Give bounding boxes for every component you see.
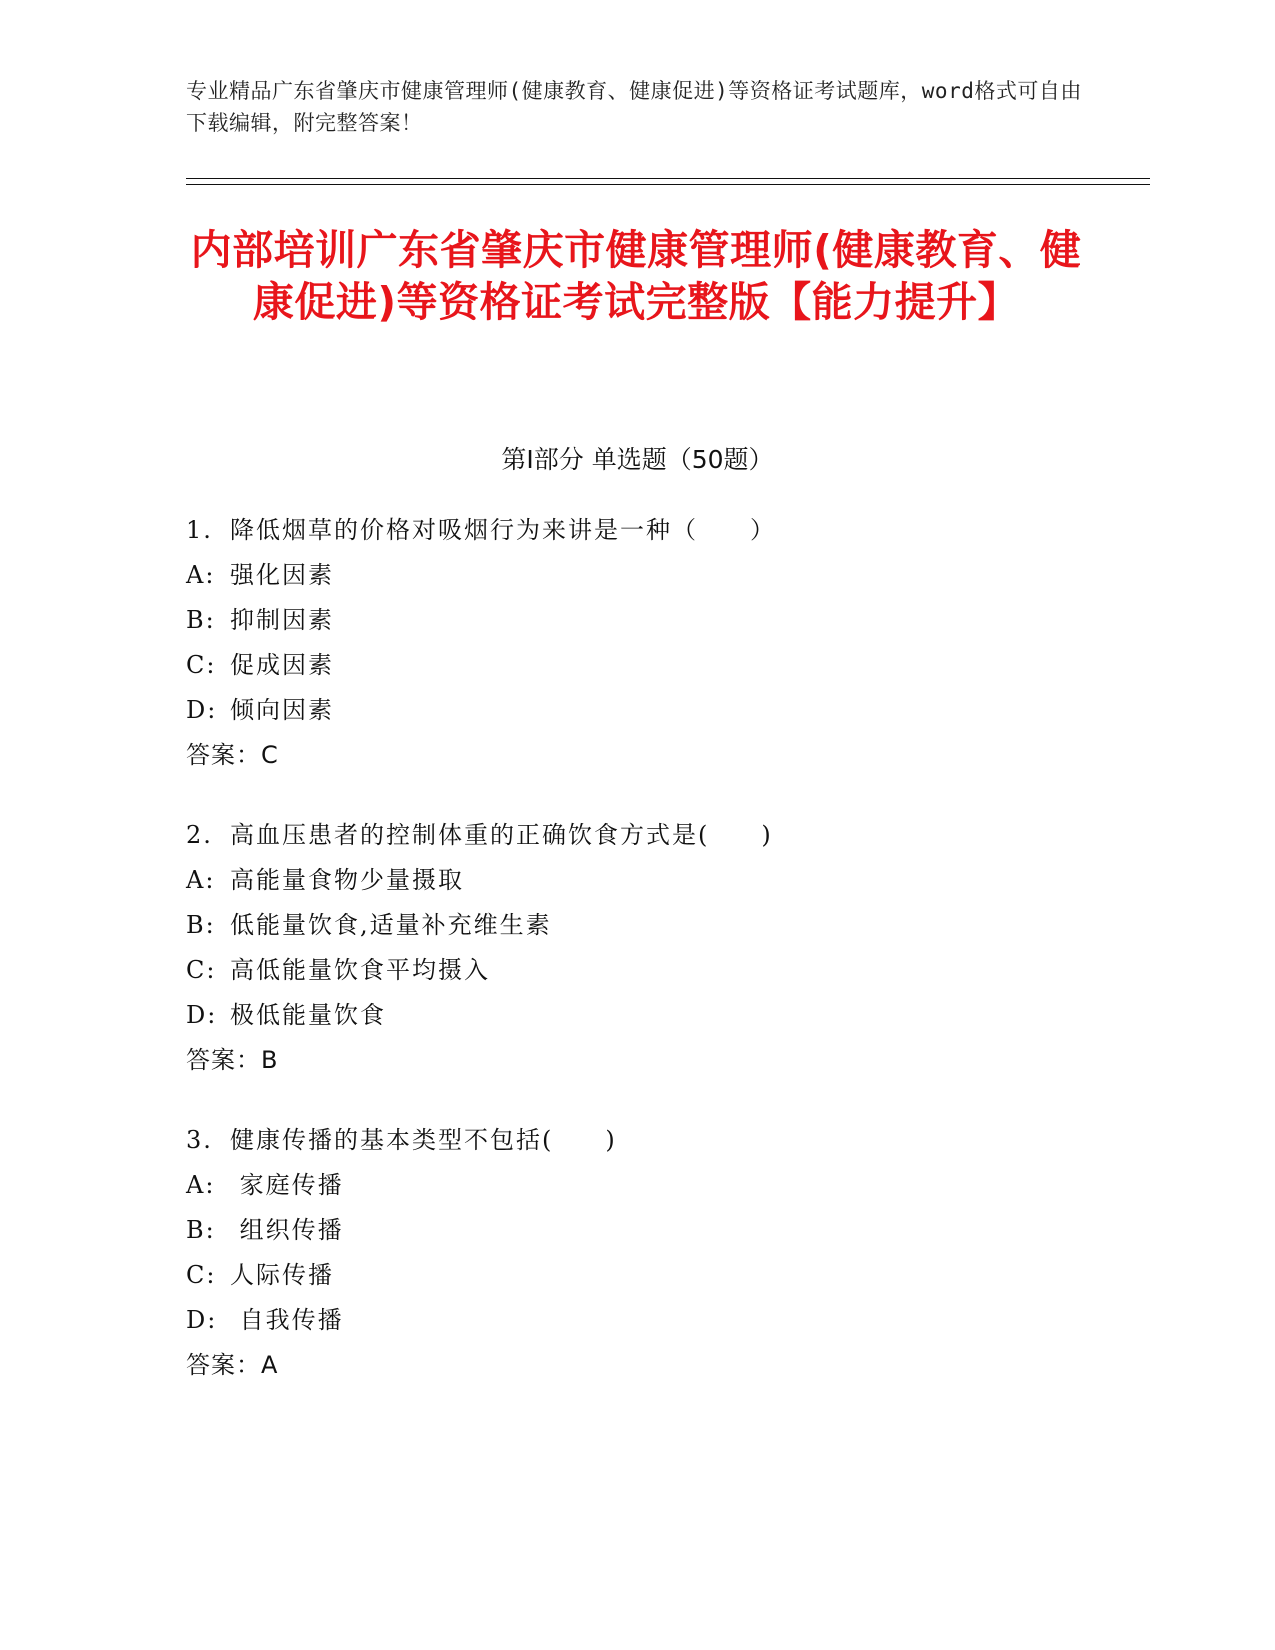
option-d: [186, 993, 1086, 1038]
option-text: 组织传播: [230, 1216, 344, 1244]
question-text: 高血压患者的控制体重的正确饮食方式是( ): [230, 821, 773, 849]
option-a: [186, 553, 1086, 598]
section-heading: 第Ⅰ部分 单选题（50题）: [501, 445, 774, 474]
question-1: [186, 508, 1086, 778]
question-2: [186, 813, 1086, 1083]
question-stem: [186, 813, 1086, 858]
question-text: 健康传播的基本类型不包括( ): [230, 1126, 617, 1154]
option-text: 极低能量饮食: [230, 1001, 386, 1029]
option-text: 高能量食物少量摄取: [230, 866, 464, 894]
option-key: D:: [186, 696, 218, 724]
option-d: [186, 688, 1086, 733]
option-key: A:: [186, 561, 216, 589]
option-key: A:: [186, 866, 216, 894]
option-key: D:: [186, 1001, 218, 1029]
option-text: 家庭传播: [230, 1171, 344, 1199]
question-number: 2.: [186, 821, 213, 849]
option-text: 高低能量饮食平均摄入: [230, 956, 490, 984]
option-key: D:: [186, 1306, 218, 1334]
option-c: [186, 643, 1086, 688]
document-title: 内部培训广东省肇庆市健康管理师(健康教育、健康促进)等资格证考试完整版【能力提升】: [190, 226, 1082, 326]
option-text: 低能量饮食,适量补充维生素: [230, 911, 552, 939]
option-text: 强化因素: [230, 561, 334, 589]
option-key: A:: [186, 1171, 216, 1199]
option-key: B:: [186, 1216, 216, 1244]
option-text: 自我传播: [230, 1306, 344, 1334]
option-c: [186, 948, 1086, 993]
question-stem: [186, 1118, 1086, 1163]
question-stem: [186, 508, 1086, 553]
answer-line: 答案：C: [186, 741, 279, 769]
option-key: B:: [186, 606, 216, 634]
option-key: C:: [186, 651, 217, 679]
header-divider-bottom: [186, 184, 1150, 185]
option-text: 人际传播: [230, 1261, 334, 1289]
option-text: 倾向因素: [230, 696, 334, 724]
question-3: [186, 1118, 1086, 1388]
option-b: [186, 903, 1086, 948]
option-key: C:: [186, 1261, 217, 1289]
option-b: [186, 598, 1086, 643]
option-text: 抑制因素: [230, 606, 334, 634]
option-key: C:: [186, 956, 217, 984]
answer-line: 答案：A: [186, 1351, 279, 1379]
question-text: 降低烟草的价格对吸烟行为来讲是一种（ ）: [230, 516, 776, 544]
header-note: 专业精品广东省肇庆市健康管理师(健康教育、健康促进)等资格证考试题库，word格式可自由下载编辑，附完整答案！: [186, 79, 1082, 135]
option-a: [186, 1163, 1086, 1208]
option-a: [186, 858, 1086, 903]
header-divider-top: [186, 178, 1150, 179]
question-number: 1.: [186, 516, 213, 544]
answer-line: 答案：B: [186, 1046, 279, 1074]
option-b: [186, 1208, 1086, 1253]
option-c: [186, 1253, 1086, 1298]
option-key: B:: [186, 911, 216, 939]
question-number: 3.: [186, 1126, 213, 1154]
option-text: 促成因素: [230, 651, 334, 679]
option-d: [186, 1298, 1086, 1343]
